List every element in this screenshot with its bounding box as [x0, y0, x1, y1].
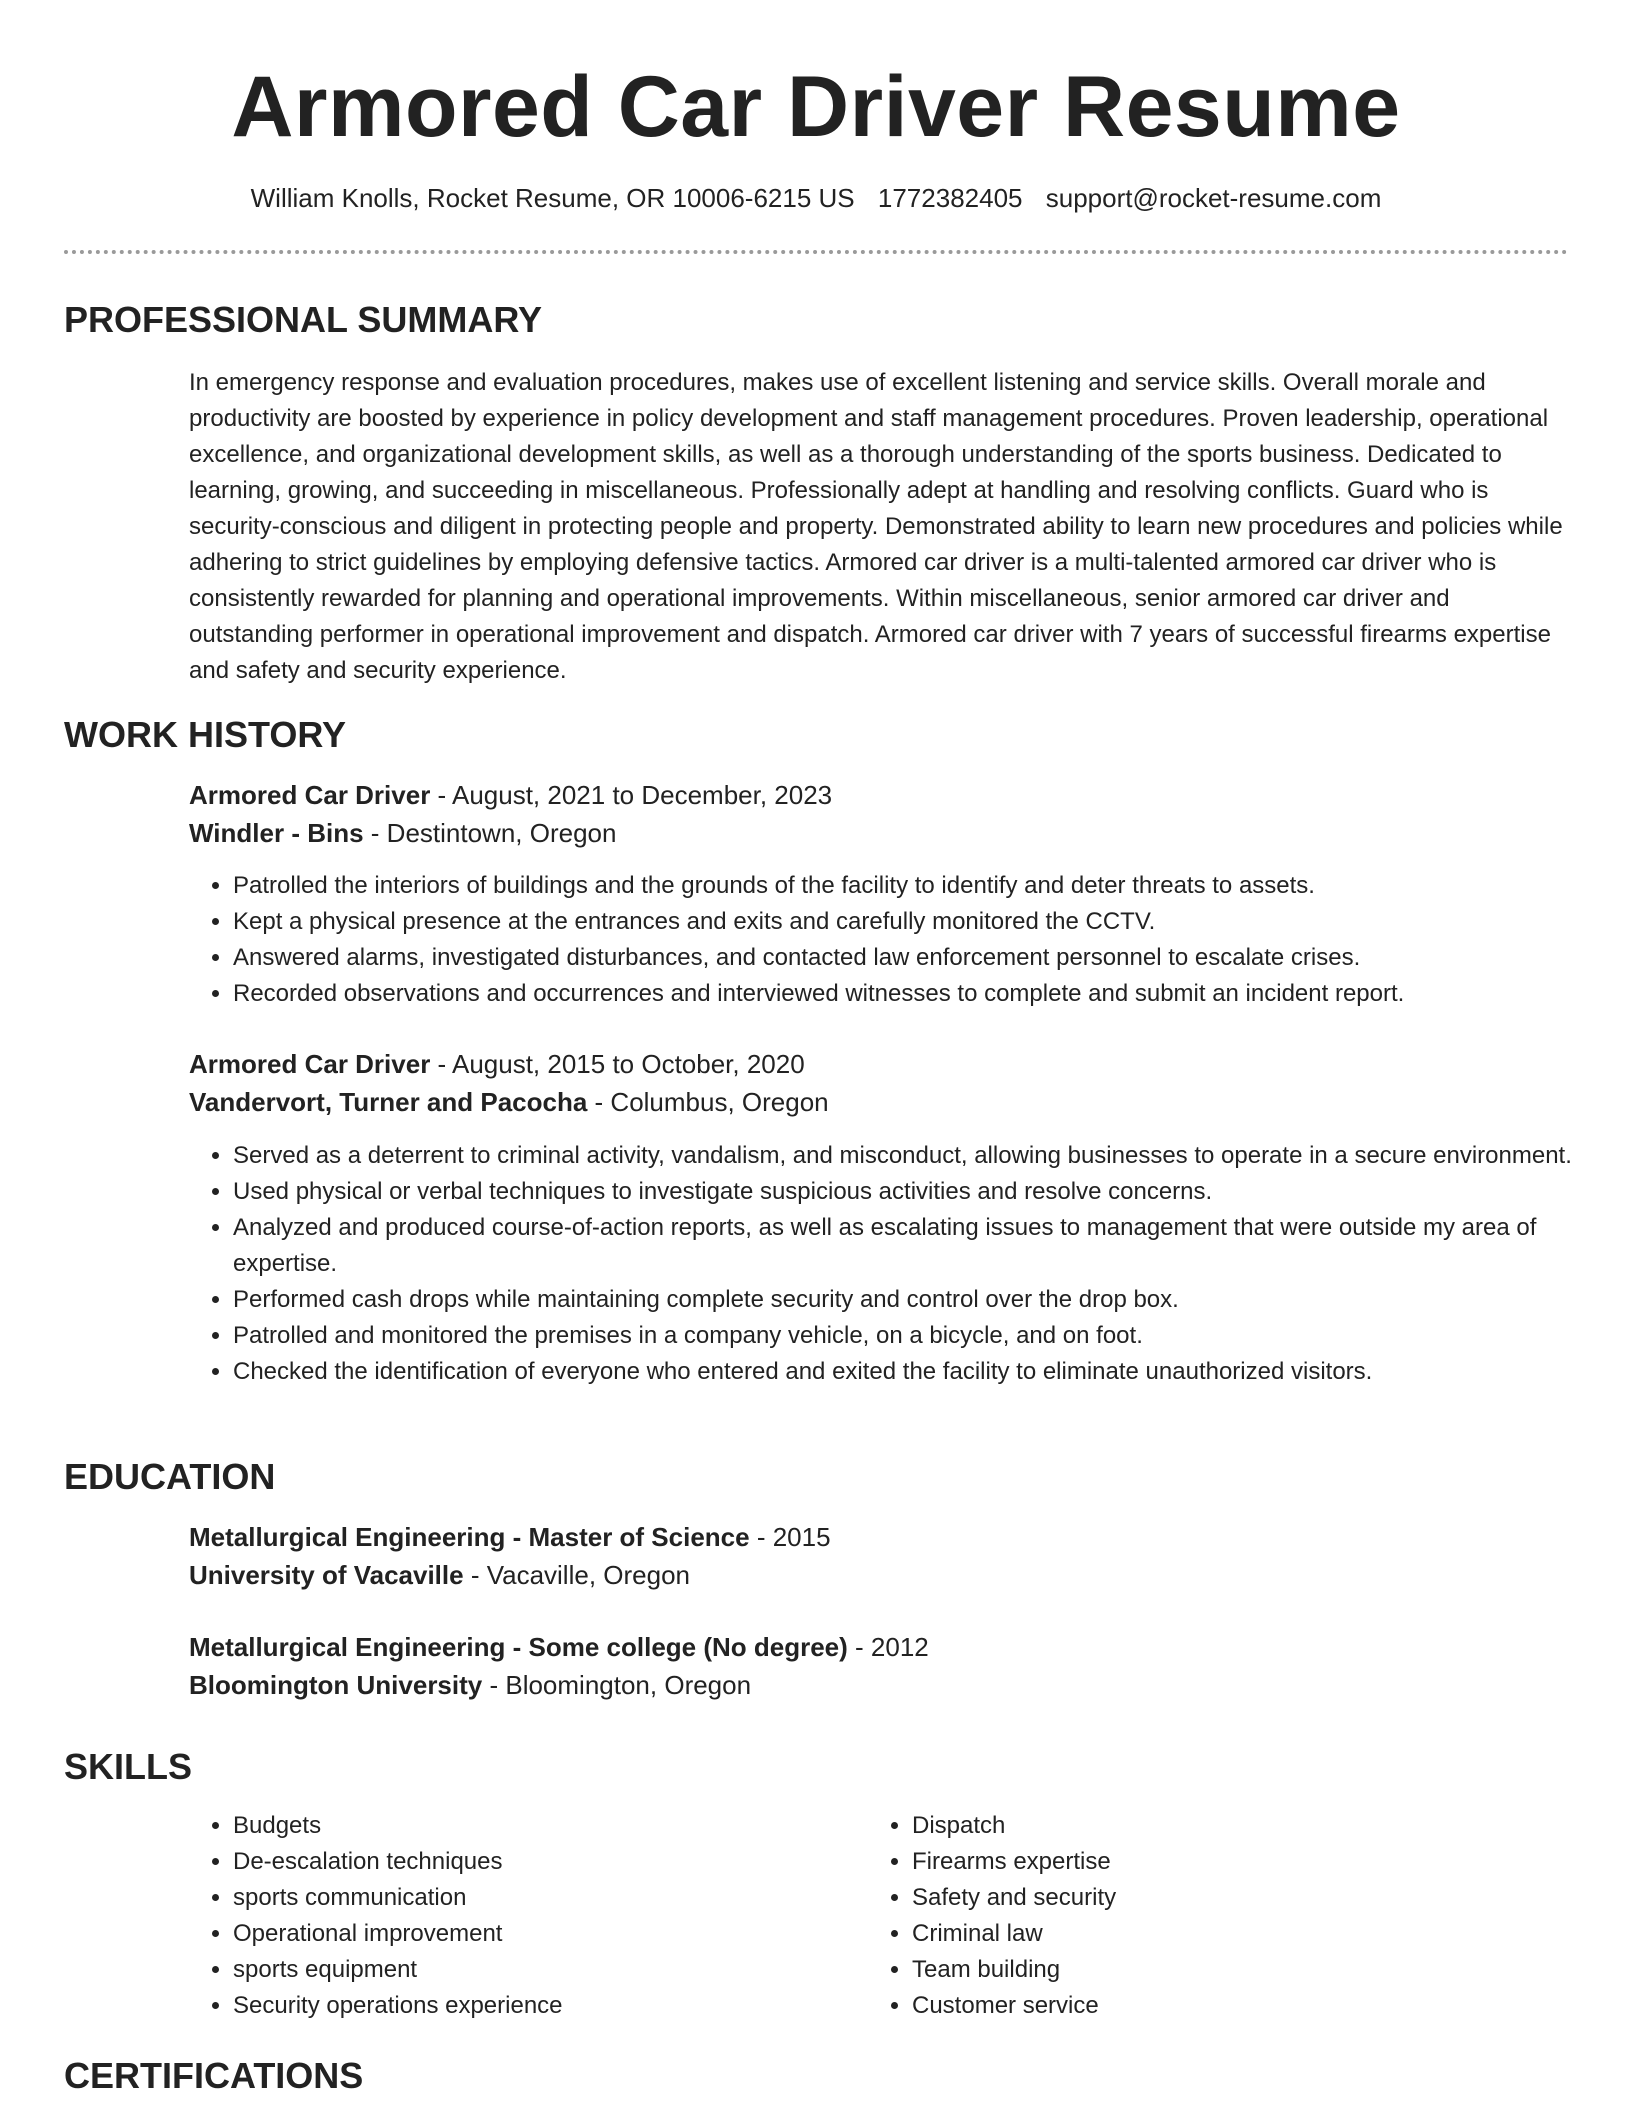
- job-bullet: • Performed cash drops while maintaining complete security and control over the drop box.: [233, 1282, 1613, 1318]
- section-heading-education: EDUCATION: [64, 1456, 276, 1497]
- education-degree: Metallurgical Engineering - Some college (No degree): [189, 1632, 848, 1662]
- skill-item: • Customer service: [912, 1988, 1512, 2024]
- contact-address: William Knolls, Rocket Resume, OR 10006-6215 US: [250, 183, 855, 213]
- job-entry: [189, 776, 1569, 852]
- education-degree-line: [189, 1518, 1569, 1556]
- job-dates: - August, 2021 to December, 2023: [430, 780, 833, 810]
- summary-text: In emergency response and evaluation procedures, makes use of excellent listening and service skills. Overall morale and productivity are boosted by experience in policy development and staff management procedures. Proven leadership, operational excellence, and organizational development skills, as well as a thorough understanding of the sports business. Dedicated to learning, growing, and succeeding in miscellaneous. Professionally adept at handling and resolving conflicts. Guard who is security-conscious and diligent in protecting people and property. Demonstrated ability to learn new procedures and policies while adhering to strict guidelines by employing defensive tactics. Armored car driver is a multi-talented armored car driver who is consistently rewarded for planning and operational improvements. Within miscellaneous, senior armored car driver and outstanding performer in operational improvement and dispatch. Armored car driver with 7 years of successful firearms expertise and safety and security experience.: [189, 369, 1563, 684]
- skill-item: • sports equipment: [233, 1952, 833, 1988]
- job-bullet: • Served as a deterrent to criminal activity, vandalism, and misconduct, allowing businesses to operate in a secure environment.: [233, 1138, 1613, 1174]
- job-bullet: • Recorded observations and occurrences and interviewed witnesses to complete and submit an incident report.: [233, 976, 1613, 1012]
- job-title-line: [189, 776, 1569, 814]
- skill-item: • Security operations experience: [233, 1988, 833, 2024]
- contact-phone: 1772382405: [877, 183, 1023, 213]
- contact-line: [0, 180, 1632, 216]
- section-heading-certifications: CERTIFICATIONS: [64, 2055, 364, 2096]
- section-heading-work-history: WORK HISTORY: [64, 714, 347, 755]
- education-year: - 2015: [749, 1522, 831, 1552]
- job-bullet: • Analyzed and produced course-of-action reports, as well as escalating issues to management that were outside my area of expertise.: [233, 1210, 1613, 1282]
- job-bullet: • Checked the identification of everyone who entered and exited the facility to eliminate unauthorized visitors.: [233, 1354, 1613, 1390]
- education-year: - 2012: [847, 1632, 929, 1662]
- job-bullet: • Kept a physical presence at the entrances and exits and carefully monitored the CCTV.: [233, 904, 1613, 940]
- job-role: Armored Car Driver: [189, 1049, 431, 1079]
- education-entry: [189, 1628, 1569, 1704]
- job-company-line: [189, 814, 1569, 852]
- skill-item: • Budgets: [233, 1808, 833, 1844]
- skill-item: • De-escalation techniques: [233, 1844, 833, 1880]
- education-school-line: [189, 1666, 1569, 1704]
- section-heading-summary: PROFESSIONAL SUMMARY: [64, 299, 543, 340]
- job-bullet: • Answered alarms, investigated disturbances, and contacted law enforcement personnel to escalate crises.: [233, 940, 1613, 976]
- skills-list-left: [189, 1808, 833, 2024]
- skill-item: • Firearms expertise: [912, 1844, 1512, 1880]
- section-heading-skills: SKILLS: [64, 1746, 193, 1787]
- education-degree-line: [189, 1628, 1569, 1666]
- job-bullet: • Patrolled the interiors of buildings and the grounds of the facility to identify and deter threats to assets.: [233, 868, 1613, 904]
- skill-item: • Team building: [912, 1952, 1512, 1988]
- education-degree: Metallurgical Engineering - Master of Science: [189, 1522, 750, 1552]
- skill-item: • Operational improvement: [233, 1916, 833, 1952]
- job-company: Vandervort, Turner and Pacocha: [189, 1087, 588, 1117]
- education-school: Bloomington University: [189, 1670, 483, 1700]
- education-location: - Bloomington, Oregon: [482, 1670, 752, 1700]
- job-location: - Destintown, Oregon: [363, 818, 617, 848]
- job-dates: - August, 2015 to October, 2020: [430, 1049, 805, 1079]
- job-bullets: [189, 1138, 1613, 1390]
- job-role: Armored Car Driver: [189, 780, 431, 810]
- education-school: University of Vacaville: [189, 1560, 464, 1590]
- job-entry: [189, 1045, 1569, 1121]
- education-entry: [189, 1518, 1569, 1594]
- skills-list-right: [868, 1808, 1512, 2024]
- job-location: - Columbus, Oregon: [587, 1087, 829, 1117]
- job-bullets: [189, 868, 1613, 1012]
- job-title-line: [189, 1045, 1569, 1083]
- contact-email: support@rocket-resume.com: [1045, 183, 1382, 213]
- skill-item: • Criminal law: [912, 1916, 1512, 1952]
- job-bullet: • Used physical or verbal techniques to investigate suspicious activities and resolve concerns.: [233, 1174, 1613, 1210]
- header-divider: [64, 250, 1568, 254]
- job-company: Windler - Bins: [189, 818, 364, 848]
- resume-title: Armored Car Driver Resume: [231, 59, 1401, 155]
- skill-item: • Safety and security: [912, 1880, 1512, 1916]
- job-company-line: [189, 1083, 1569, 1121]
- skill-item: • sports communication: [233, 1880, 833, 1916]
- education-school-line: [189, 1556, 1569, 1594]
- job-bullet: • Patrolled and monitored the premises in a company vehicle, on a bicycle, and on foot.: [233, 1318, 1613, 1354]
- skill-item: • Dispatch: [912, 1808, 1512, 1844]
- education-location: - Vacaville, Oregon: [463, 1560, 690, 1590]
